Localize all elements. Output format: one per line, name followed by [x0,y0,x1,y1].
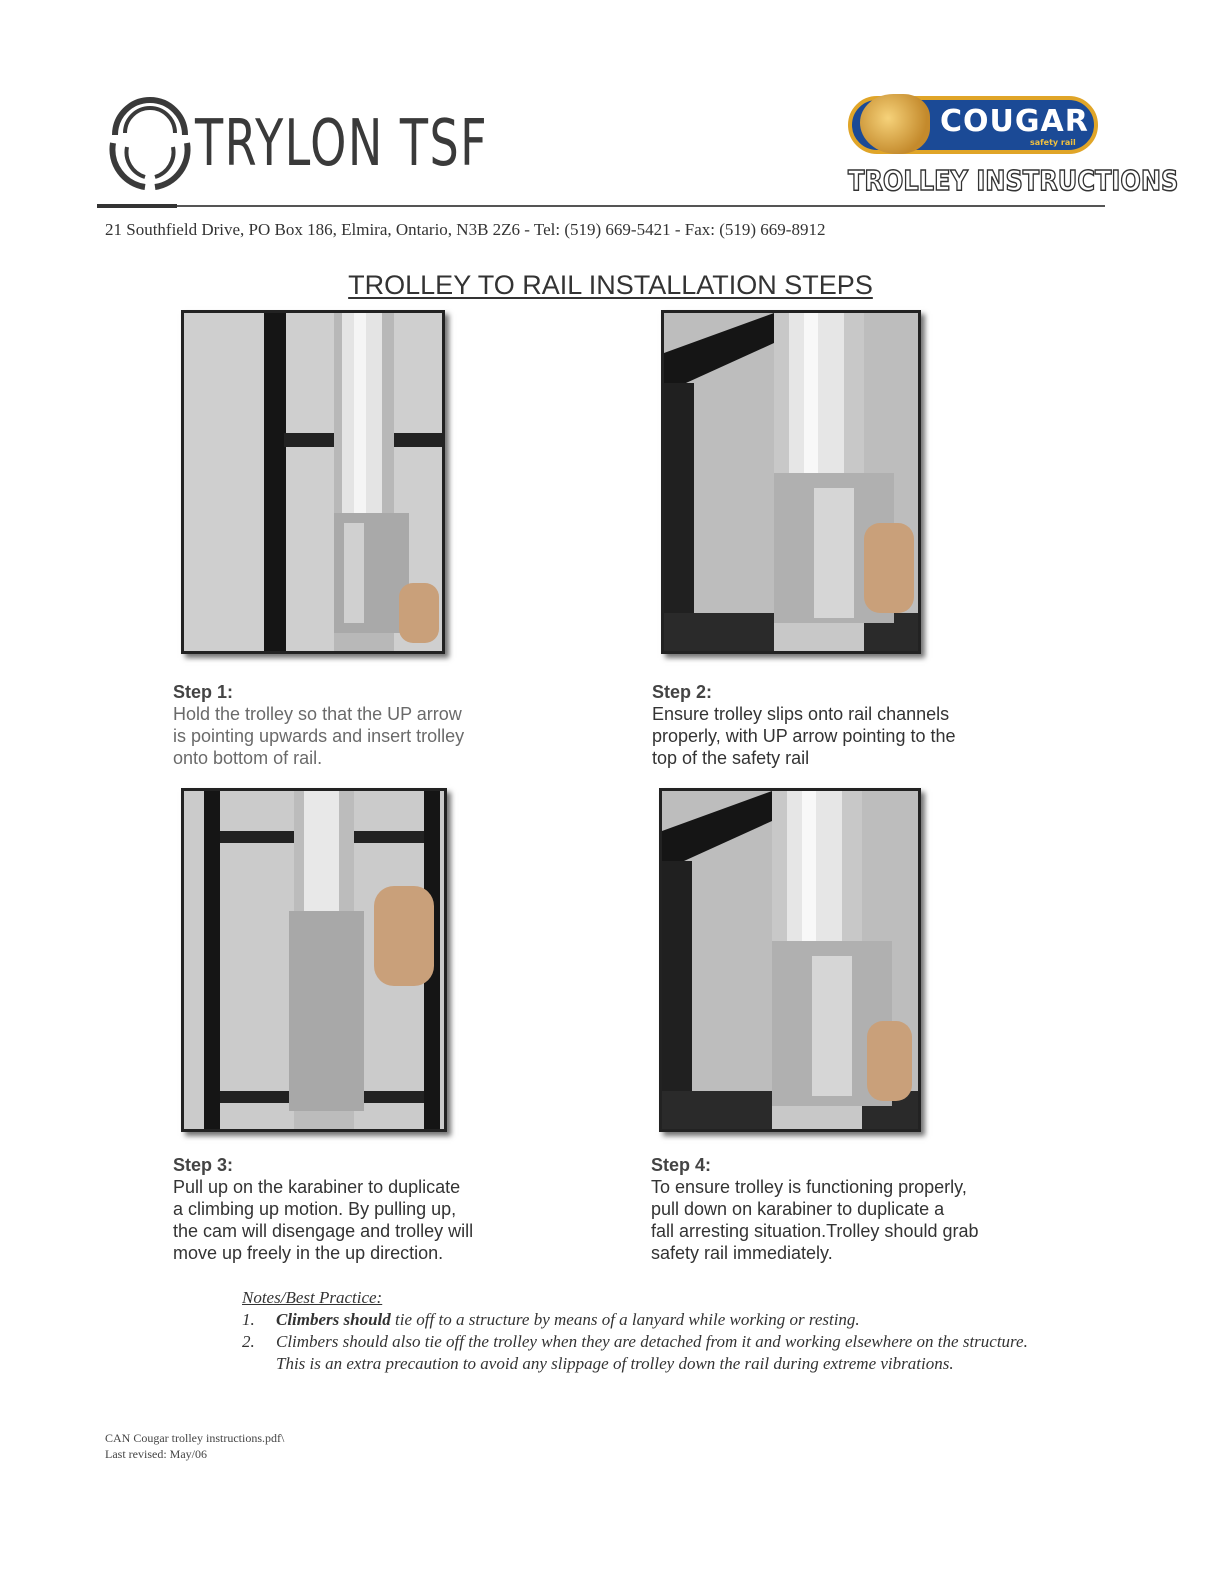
cougar-head-icon [860,94,930,154]
cougar-subtitle: safety rail [1030,138,1076,147]
step-2 [652,681,1072,769]
step-4-title: Step 4: [651,1155,712,1175]
notes-section [242,1287,1042,1375]
footer-revised: Last revised: May/06 [105,1447,207,1461]
step-2-text: Ensure trolley slips onto rail channels properly, with UP arrow pointing to the top of the safety rail [652,704,956,768]
step-2-photo [661,310,921,654]
note-text: tie off to a structure by means of a lanyard while working or resting. [390,1310,860,1329]
step-1-title: Step 1: [173,682,234,702]
note-number: 1. [242,1310,255,1329]
cougar-badge [848,96,1098,154]
step-1-photo [181,310,445,654]
step-3-text: Pull up on the karabiner to duplicate a climbing up motion. By pulling up, the cam will disengage and trolley will move up freely in the up direction. [173,1177,474,1263]
step-1 [173,681,593,769]
step-4-photo [659,788,921,1132]
step-3-title: Step 3: [173,1155,234,1175]
header-divider [97,205,1105,207]
trolley-instructions-banner: TROLLEY INSTRUCTIONS [847,164,1179,197]
trylon-name: TRYLON TSF [195,107,489,181]
cougar-wordmark: COUGAR [940,104,1089,139]
note-item [242,1331,1042,1375]
page-title: TROLLEY TO RAIL INSTALLATION STEPS [348,270,873,300]
trylon-emblem-icon [105,95,195,195]
company-address: 21 Southfield Drive, PO Box 186, Elmira, Ontario, N3B 2Z6 - Tel: (519) 669-5421 - Fax: (519) 669-8912 [105,220,826,239]
note-item [242,1309,1042,1331]
footer-filename: CAN Cougar trolley instructions.pdf\ [105,1431,285,1445]
step-3 [173,1154,593,1264]
notes-heading: Notes/Best Practice: [242,1288,383,1307]
note-bold-text: Climbers should [276,1310,391,1329]
cougar-logo [828,92,1179,204]
note-text: Climbers should also tie off the trolley when they are detached from it and working elsewhere on the structure. This is an extra precaution to avoid any slippage of trolley down the rail during extreme vibrations. [276,1332,1028,1373]
step-3-photo [181,788,447,1132]
trylon-logo [105,95,489,195]
step-4-text: To ensure trolley is functioning properly, pull down on karabiner to duplicate a fall arresting situation.Trolley should grab safety rail immediately. [651,1177,979,1263]
page-footer [105,1430,284,1462]
note-number: 2. [242,1332,255,1351]
header-divider-accent [97,204,177,208]
step-1-text: Hold the trolley so that the UP arrow is pointing upwards and insert trolley onto bottom of rail. [173,704,465,768]
step-4 [651,1154,1091,1264]
step-2-title: Step 2: [652,682,713,702]
